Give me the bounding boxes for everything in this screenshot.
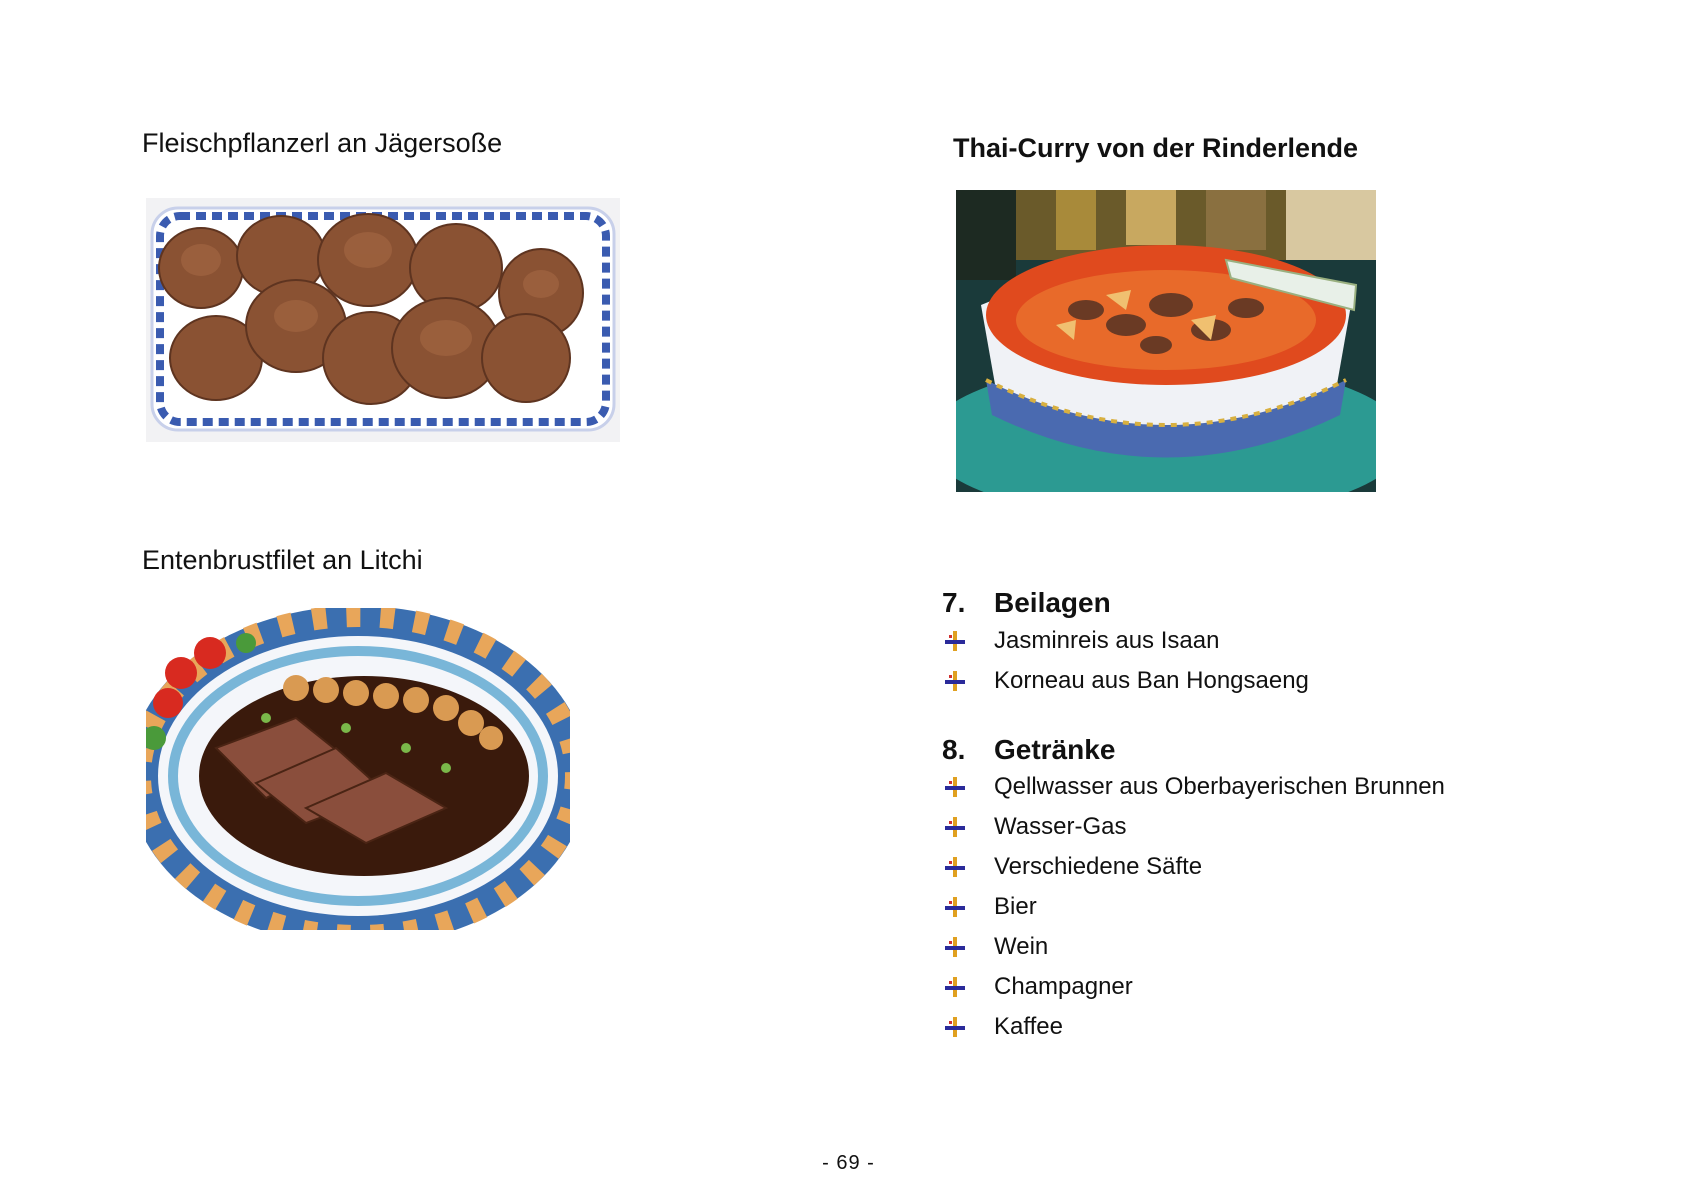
cross-bullet-icon <box>944 630 966 652</box>
section-number: 7. <box>942 587 966 618</box>
list-item-label: Kaffee <box>994 1013 1063 1040</box>
dish-title-fleischpflanzerl: Fleischpflanzerl an Jägersoße <box>142 128 503 158</box>
cross-bullet-icon <box>944 1016 966 1038</box>
list-item <box>944 927 1445 967</box>
section-title: Beilagen <box>994 587 1111 618</box>
getraenke-list <box>944 767 1445 1047</box>
cross-bullet-icon <box>944 976 966 998</box>
section-number: 8. <box>942 734 966 765</box>
cross-bullet-icon <box>944 936 966 958</box>
thai-curry-photo <box>956 190 1376 492</box>
cross-bullet-icon <box>944 816 966 838</box>
list-item-label: Wein <box>994 933 1049 960</box>
list-item-label: Champagner <box>994 973 1133 1000</box>
duck-breast-photo <box>146 608 570 930</box>
dish-title-thai-curry: Thai-Curry von der Rinderlende <box>953 133 1359 163</box>
list-item-label: Qellwasser aus Oberbayerischen Brunnen <box>994 773 1445 800</box>
list-item <box>944 887 1445 927</box>
beilagen-list <box>944 621 1309 701</box>
list-item-label: Wasser-Gas <box>994 813 1127 840</box>
cross-bullet-icon <box>944 896 966 918</box>
cross-bullet-icon <box>944 670 966 692</box>
list-item <box>944 807 1445 847</box>
list-item <box>944 621 1309 661</box>
list-item <box>944 661 1309 701</box>
list-item <box>944 1007 1445 1047</box>
list-item <box>944 767 1445 807</box>
cross-bullet-icon <box>944 856 966 878</box>
cross-bullet-icon <box>944 776 966 798</box>
list-item <box>944 847 1445 887</box>
meatballs-photo <box>146 198 620 442</box>
list-item-label: Korneau aus Ban Hongsaeng <box>994 667 1309 694</box>
list-item-label: Verschiedene Säfte <box>994 853 1203 880</box>
dish-title-entenbrustfilet: Entenbrustfilet an Litchi <box>142 545 423 575</box>
section-getraenke-heading <box>942 734 1115 766</box>
page-number: - 69 - <box>822 1152 875 1174</box>
section-beilagen-heading <box>942 587 1111 619</box>
list-item-label: Jasminreis aus Isaan <box>994 627 1220 654</box>
section-title: Getränke <box>994 734 1116 765</box>
list-item-label: Bier <box>994 893 1037 920</box>
list-item <box>944 967 1445 1007</box>
